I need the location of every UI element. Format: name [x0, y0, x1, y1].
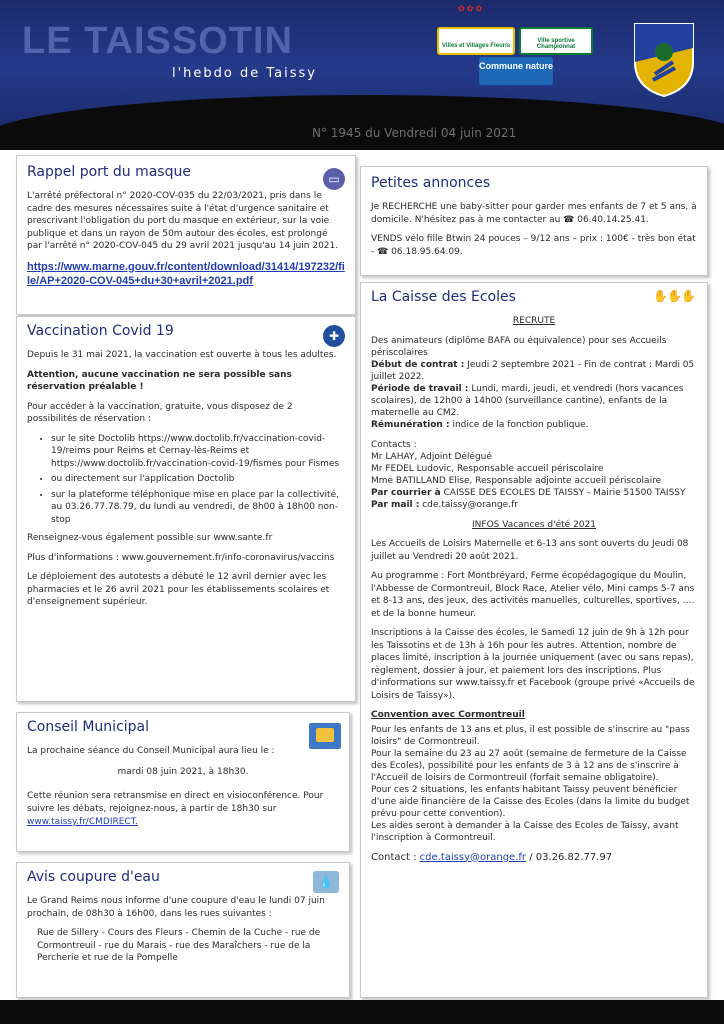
vaccination-section: [16, 316, 356, 702]
caisse-contact-phone: / 03.26.82.77.97: [529, 851, 613, 863]
caisse-des-ecoles-section: [360, 282, 708, 998]
booking-options-list: [51, 433, 345, 527]
flower-rating-icon: ✿✿✿: [458, 4, 485, 13]
caisse-contact-label: Contact :: [371, 851, 417, 863]
convention-semaine: Pour la semaine du 23 au 27 août (semaine de fermeture de la Caisse des Ecoles), possibilité pour les enfants de 3 à 12 ans de s'inscrire à l'Accueil de loisirs de Cormontreuil (forfait semaine obligatoire).: [371, 748, 687, 783]
vacances-dates: Les Accueils de Loisirs Maternelle et 6-13 ans sont ouverts du Jeudi 08 juillet au Vendredi 20 août 2021.: [371, 539, 689, 562]
work-period-label: Période de travail :: [371, 383, 469, 394]
work-period: Lundi, mardi, jeudi, et vendredi (hors vacances scolaires), de 12h00 à 14h00 (surveillance cantine), enfants de la maternelle au CM2.: [371, 383, 684, 418]
conseil-municipal-section: [16, 712, 350, 852]
conseil-section-title: Conseil Municipal: [27, 719, 150, 735]
mask-decree-text: L'arrêté préfectoral n° 2020-COV-035 du 22/03/2021, pris dans le cadre des mesures nécessaires suite à l'état d'urgence sanitaire et prescrivant l'obligation du port du masque en extérieur, sur la voie publique et dans un rayon de 50m autour des écoles, est prolongé par l'arrêté n° 2020-COV-045 du 29 avril 2021 jusqu'au 14 juin 2021.: [27, 191, 339, 251]
remuneration: indice de la fonction publique.: [452, 419, 589, 430]
water-cut-streets: Rue de Sillery - Cours des Fleurs - Chemin de la Cuche - rue de Cormontreuil - rue du Marais - rue des Maraîchers - rue de la Percherie et rue de la Pompelle: [37, 928, 321, 963]
annonce-babysitter: Je RECHERCHE une baby-sitter pour garder mes enfants de 7 et 5 ans, à domicile. N'hésitez pas à me contacter au ☎ 06.40.14.25.41.: [371, 202, 697, 225]
booking-option-doctolib-app: • ou directement sur l'application Doctolib: [51, 473, 345, 486]
petites-annonces-section: [360, 166, 708, 276]
commune-nature-badge: Commune nature: [479, 57, 553, 85]
recruitment-intro: Des animateurs (diplôme BAFA ou équivalence) pour ses Accueils périscolaires: [371, 335, 667, 358]
villes-fleuris-badge: Villes et Villages Fleuris: [437, 27, 515, 55]
sante-info-text: Renseignez-vous également possible sur www.sante.fr: [27, 533, 273, 543]
convention-aide: Pour ces 2 situations, les enfants habitant Taissy peuvent bénéficier d'une aide financière de la Caisse des Ecoles (dans la limite du budget prévu pour cette convention).: [371, 784, 690, 819]
recrute-heading: RECRUTE: [512, 316, 556, 326]
water-cut-notice: Le Grand Reims nous informe d'une coupure d'eau le lundi 07 juin prochain, de 08h30 à 16h00, dans les rues suivantes :: [27, 896, 325, 919]
ville-sportive-badge: Ville sportive Championnat: [519, 27, 593, 55]
caisse-section-title: La Caisse des Ecoles: [371, 289, 516, 305]
contacts-title: Contacts :: [371, 439, 417, 450]
courrier-address: CAISSE DES ECOLES DE TAISSY - Mairie 51500 TAISSY: [443, 487, 686, 498]
mask-section-title: Rappel port du masque: [27, 164, 191, 180]
caisse-contact-line: [371, 852, 697, 865]
issue-number: N° 1945 du Vendredi 04 juin 2021: [312, 126, 517, 140]
caisse-contact-mail[interactable]: cde.taissy@orange.fr: [419, 851, 527, 863]
mask-decree-link[interactable]: https://www.marne.gouv.fr/content/download/31414/197232/file/AP+2020-COV-045+du+30+avril+2021.pdf: [27, 260, 345, 287]
autotests-text: Le déploiement des autotests a débuté le 12 avril dernier avec les pharmacies et le 26 avril 2021 pour les établissements scolaires et d'enseignement supérieur.: [27, 572, 330, 607]
syringe-icon: ✚: [323, 325, 345, 347]
contact-responsable: Mr FEDEL Ludovic, Responsable accueil périscolaire: [371, 463, 604, 474]
booking-option-doctolib-site: • sur le site Doctolib https://www.doctolib.fr/vaccination-covid-19/reims pour Reims et Cernay-lès-Reims et https://www.doctolib.fr/vaccination-covid-19/fismes pour Fismes: [51, 433, 345, 471]
annonce-velo: VENDS vélo fille Btwin 24 pouces – 9/12 ans – prix : 100€ - très bon état - ☎ 06.18.95.64.09.: [371, 234, 696, 257]
convention-heading: Convention avec Cormontreuil: [371, 710, 525, 720]
mail-address: cde.taissy@orange.fr: [422, 499, 518, 510]
conseil-stream-link[interactable]: www.taissy.fr/CMDIRECT.: [27, 817, 138, 827]
conseil-stream-text: Cette réunion sera retransmise en direct en visioconférence. Pour suivre les débats, rejoignez-nous, à partir de 18h30 sur: [27, 791, 324, 814]
convention-pass-loisirs: Pour les enfants de 13 ans et plus, il est possible de s'inscrire au "pass loisirs" de Cormontreuil.: [371, 724, 690, 747]
contract-start: Jeudi 2 septembre 2021 - Fin de contrat : Mardi 05 juillet 2022.: [371, 359, 695, 382]
recruitment-details: [371, 335, 697, 431]
mail-label: Par mail :: [371, 499, 420, 510]
water-tap-icon: 💧: [313, 871, 339, 893]
conseil-intro: La prochaine séance du Conseil Municipal aura lieu le :: [27, 746, 275, 756]
vaccination-section-title: Vaccination Covid 19: [27, 323, 174, 339]
water-cut-section: [16, 862, 350, 998]
contract-start-label: Début de contrat :: [371, 359, 465, 370]
mask-icon: ▭: [323, 168, 345, 190]
taissy-coat-of-arms-icon: [633, 22, 695, 98]
vaccination-open-text: Depuis le 31 mai 2021, la vaccination est ouverte à tous les adultes.: [27, 350, 337, 360]
mask-reminder-section: [16, 155, 356, 315]
vacances-heading: INFOS Vacances d'été 2021: [472, 519, 596, 530]
masthead-title: LE TAISSOTIN: [22, 20, 293, 62]
contact-responsable-adjointe: Mme BATILLAND Elise, Responsable adjointe accueil périscolaire: [371, 475, 662, 486]
tagline: l'hebdo de Taissy: [172, 66, 318, 81]
header-wave-decoration: [0, 95, 724, 150]
annonces-section-title: Petites annonces: [371, 175, 491, 191]
convention-block: [371, 724, 697, 844]
convention-demande: Les aides seront à demander à la Caisse des Ecoles de Taissy, avant l'inscription à Cormontreuil.: [371, 820, 679, 843]
video-conference-icon: [309, 723, 341, 749]
vacances-programme: Au programme : Fort Montbréyard, Ferme écopédagogique du Moulin, l'Abbesse de Cormontreuil, Block Race, Atelier vélo, Mini camps 5-7 ans et 8-13 ans, des jeux, des activités manuelles, culturelles, sportives, …. et de la bonne humeur.: [371, 571, 695, 619]
conseil-date: mardi 08 juin 2021, à 18h30.: [117, 766, 249, 777]
courrier-label: Par courrier à: [371, 487, 441, 498]
contacts-block: [371, 439, 697, 511]
vaccination-booking-intro: Pour accéder à la vaccination, gratuite, vous disposez de 2 possibilités de réservation :: [27, 401, 293, 424]
vaccination-warning: Attention, aucune vaccination ne sera possible sans réservation préalable !: [27, 369, 292, 392]
children-hands-icon: ✋✋✋: [653, 289, 695, 303]
contact-adjoint: Mr LAHAY, Adjoint Délégué: [371, 451, 492, 462]
footer-bar: [0, 1000, 724, 1024]
remuneration-label: Rémunération :: [371, 419, 450, 430]
booking-option-phone: • sur la plateforme téléphonique mise en place par la collectivité, au 03.26.77.78.79, du lundi au vendredi, de 8h00 à 18h00 non-stop: [51, 489, 345, 527]
water-section-title: Avis coupure d'eau: [27, 869, 160, 885]
vacances-inscriptions: Inscriptions à la Caisse des écoles, le Samedi 12 juin de 9h à 12h pour les Taissotins et de 13h à 16h pour les autres. Attention, nombre de places limité, inscription à la journée uniquement (avec ou sans repas), règlement, dossier à jour, et paiement lors des inscriptions. Plus d'informations sur www.taissy.fr et Facebook (groupe privé «Accueils de Loisirs de Taissy»).: [371, 628, 695, 701]
gouvernement-info-text: Plus d'informations : www.gouvernement.fr/info-coronavirus/vaccins: [27, 552, 335, 563]
